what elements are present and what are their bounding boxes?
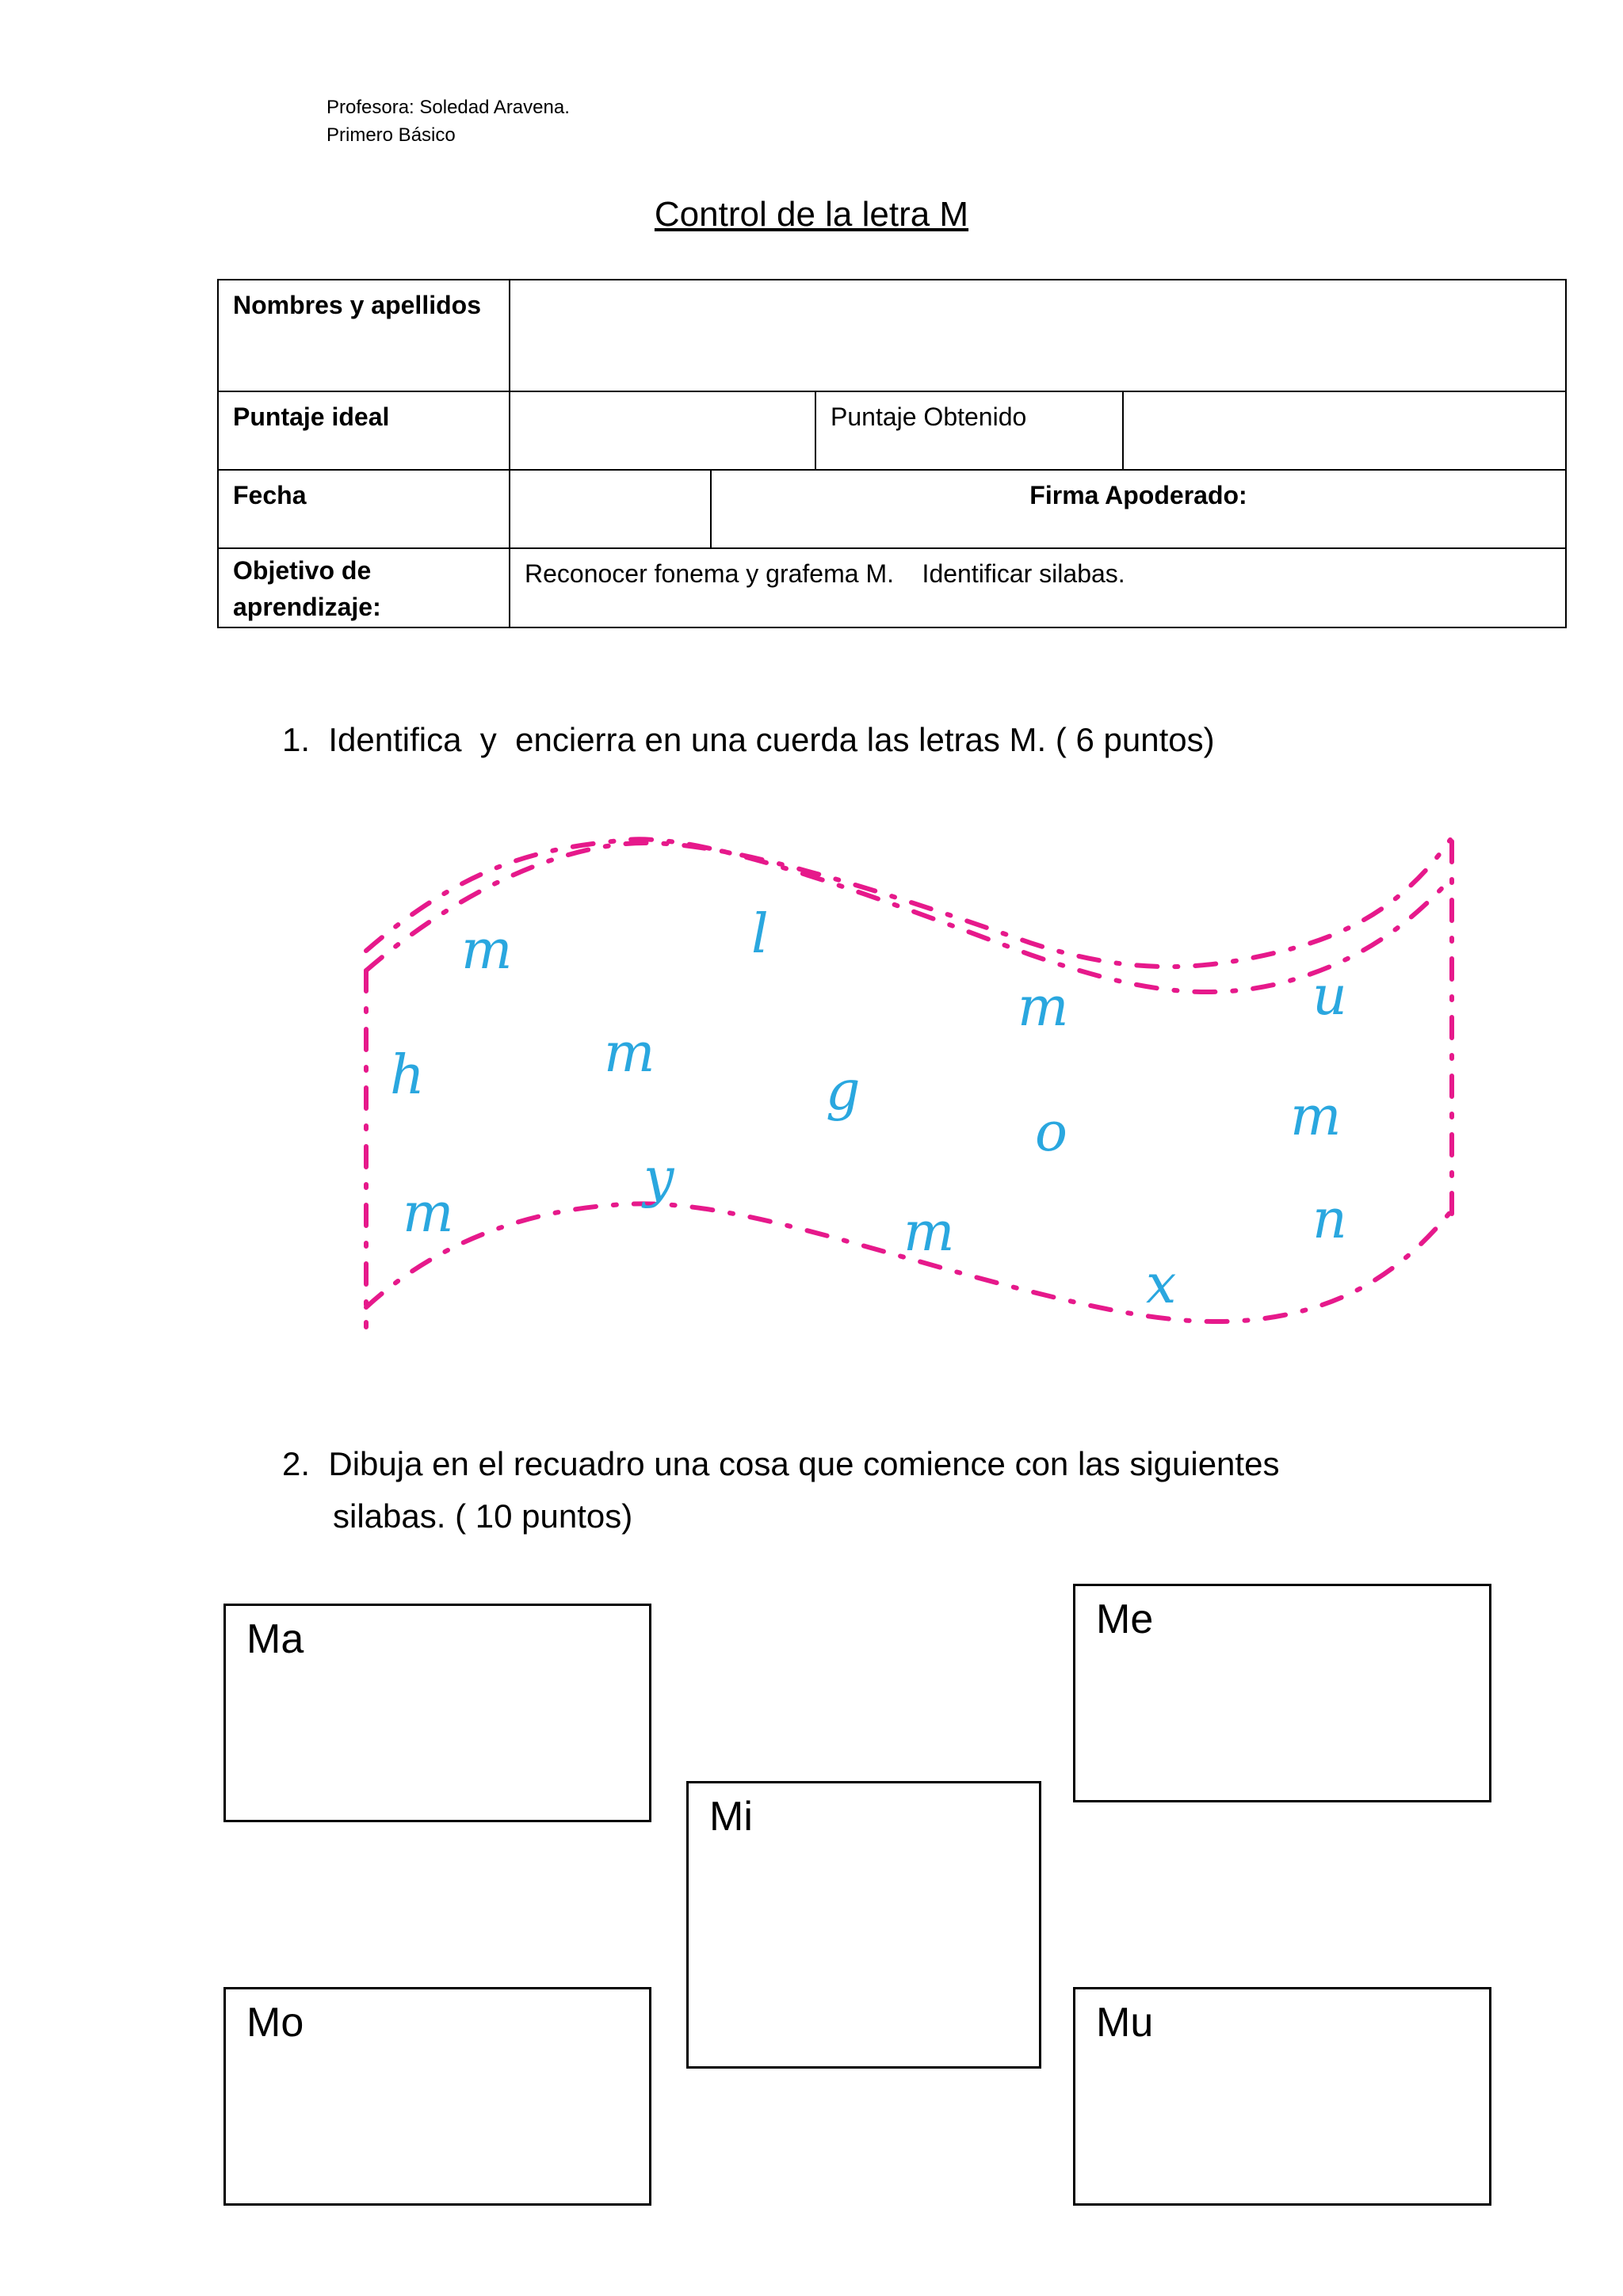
syllable-mo: Mo <box>246 2000 304 2046</box>
syllable-box-mo[interactable] <box>223 1987 651 2206</box>
question-2-line1: 2. Dibuja en el recuadro una cosa que comience con las siguientes <box>282 1445 1280 1482</box>
objective-text: Reconocer fonema y grafema M. Identificar silabas. <box>509 547 1567 628</box>
page-title: Control de la letra M <box>654 195 969 234</box>
syllable-mu: Mu <box>1096 2000 1154 2046</box>
names-label: Nombres y apellidos <box>217 279 510 392</box>
letter-h[interactable]: h <box>390 1044 425 1107</box>
letter-o[interactable]: o <box>1035 1101 1067 1164</box>
syllable-ma: Ma <box>246 1616 304 1662</box>
objective-label-line2: aprendizaje: <box>233 593 381 622</box>
syllable-me: Me <box>1096 1596 1154 1642</box>
syllable-box-me[interactable] <box>1073 1584 1491 1802</box>
letter-u[interactable]: u <box>1312 965 1347 1028</box>
letter-m[interactable]: m <box>1018 976 1069 1039</box>
letter-m[interactable]: m <box>461 919 513 982</box>
ideal-score-label: Puntaje ideal <box>217 391 510 471</box>
obtained-score-label: Puntaje Obtenido <box>815 391 1124 471</box>
letter-y[interactable]: y <box>643 1147 674 1210</box>
letter-m[interactable]: m <box>604 1022 655 1085</box>
signature-label[interactable]: Firma Apoderado: <box>710 469 1567 549</box>
letter-x[interactable]: x <box>1146 1253 1177 1316</box>
syllable-box-mi[interactable] <box>686 1781 1041 2069</box>
date-label: Fecha <box>217 469 510 549</box>
question-2-line2: silabas. ( 10 puntos) <box>333 1497 633 1535</box>
question-1-text: 1. Identifica y encierra en una cuerda las letras M. ( 6 puntos) <box>282 721 1215 758</box>
letter-g[interactable]: g <box>826 1060 861 1123</box>
letter-m[interactable]: m <box>403 1182 454 1245</box>
teacher-name: Profesora: Soledad Aravena. <box>327 97 570 118</box>
syllable-box-mu[interactable] <box>1073 1987 1491 2206</box>
grade-label: Primero Básico <box>327 124 456 146</box>
letter-n[interactable]: n <box>1312 1188 1347 1251</box>
objective-label-line1: Objetivo de <box>233 556 372 585</box>
letter-l[interactable]: l <box>751 903 769 966</box>
syllable-box-ma[interactable] <box>223 1604 651 1822</box>
letter-m[interactable]: m <box>1290 1085 1342 1148</box>
letter-m[interactable]: m <box>903 1201 955 1264</box>
syllable-mi: Mi <box>709 1794 753 1840</box>
